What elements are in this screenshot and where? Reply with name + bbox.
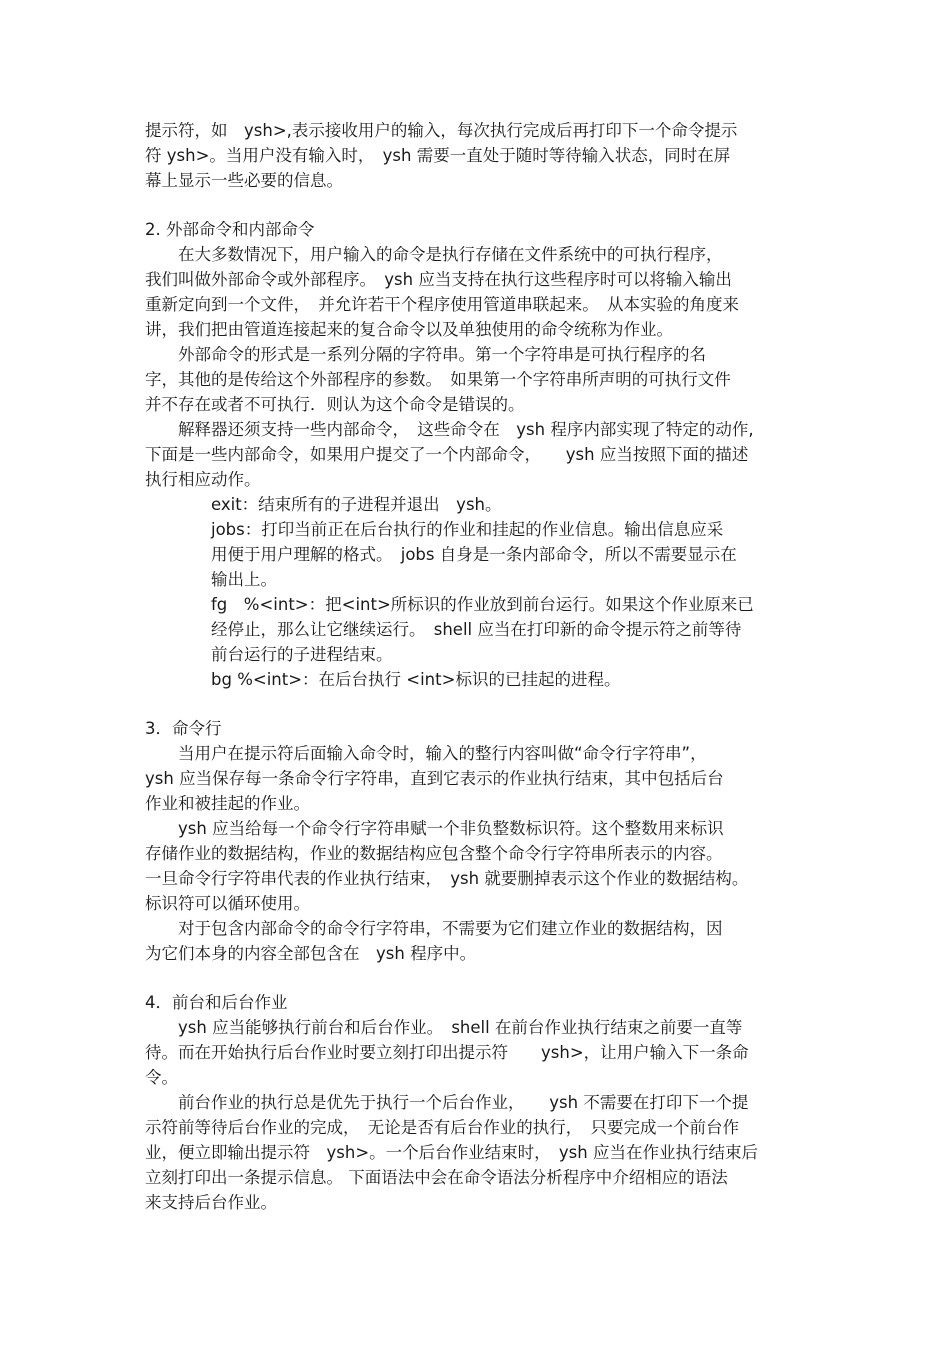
text-line: jobs：打印当前正在后台执行的作业和挂起的作业信息。输出信息应采 xyxy=(211,520,724,539)
spacer xyxy=(145,193,800,217)
text-line: 幕上显示一些必要的信息。 xyxy=(145,171,343,190)
text-line: 提示符，如 ysh>,表示接收用户的输入，每次执行完成后再打印下一个命令提示 xyxy=(145,121,738,140)
text-line: 当用户在提示符后面输入命令时，输入的整行内容叫做“命令行字符串”， xyxy=(178,744,707,763)
text-line: ysh 应当给每一个命令行字符串赋一个非负整数标识符。这个整数用来标识 xyxy=(178,819,724,838)
text-line: 示符前等待后台作业的完成， 无论是否有后台作业的执行， 只要完成一个前台作 xyxy=(145,1118,739,1137)
paragraph xyxy=(145,1015,800,1090)
document-body xyxy=(145,118,800,1215)
text-line: 经停止，那么让它继续运行。 shell 应当在打印新的命令提示符之前等待 xyxy=(211,620,742,639)
text-line: 并不存在或者不可执行．则认为这个命令是错误的。 xyxy=(145,395,525,414)
text-line: 来支持后台作业。 xyxy=(145,1193,277,1212)
text-line: 为它们本身的内容全部包含在 ysh 程序中。 xyxy=(145,944,477,963)
section-heading-3: 3．命令行 xyxy=(145,719,222,738)
text-line: 输出上。 xyxy=(211,570,277,589)
text-line: 标识符可以循环使用。 xyxy=(145,894,310,913)
intro-paragraph xyxy=(145,118,800,193)
text-line: 存储作业的数据结构，作业的数据结构应包含整个命令行字符串所表示的内容。 xyxy=(145,844,723,863)
paragraph xyxy=(145,342,800,417)
text-line: 立刻打印出一条提示信息。 下面语法中会在命令语法分析程序中介绍相应的语法 xyxy=(145,1168,728,1187)
text-line: 一旦命令行字符串代表的作业执行结束， ysh 就要删掉表示这个作业的数据结构。 xyxy=(145,869,749,888)
paragraph xyxy=(145,242,800,342)
text-line: 在大多数情况下，用户输入的命令是执行存储在文件系统中的可执行程序， xyxy=(178,245,723,264)
text-line: fg %<int>：把<int>所标识的作业放到前台运行。如果这个作业原来已 xyxy=(211,595,754,614)
text-line: 讲，我们把由管道连接起来的复合命令以及单独使用的命令统称为作业。 xyxy=(145,320,673,339)
paragraph xyxy=(145,1090,800,1215)
command-exit xyxy=(211,492,800,517)
text-line: 对于包含内部命令的命令行字符串，不需要为它们建立作业的数据结构，因 xyxy=(178,919,723,938)
command-fg xyxy=(211,592,800,667)
text-line: 前台作业的执行总是优先于执行一个后台作业， ysh 不需要在打印下一个提 xyxy=(178,1093,749,1112)
text-line: 下面是一些内部命令，如果用户提交了一个内部命令， ysh 应当按照下面的描述 xyxy=(145,445,749,464)
paragraph xyxy=(145,741,800,816)
text-line: 外部命令的形式是一系列分隔的字符串。第一个字符串是可执行程序的名 xyxy=(178,345,706,364)
section-heading-4: 4．前台和后台作业 xyxy=(145,993,288,1012)
text-line: ysh 应当保存每一条命令行字符串，直到它表示的作业执行结束，其中包括后台 xyxy=(145,769,724,788)
text-line: 我们叫做外部命令或外部程序。 ysh 应当支持在执行这些程序时可以将输入输出 xyxy=(145,270,732,289)
text-line: 符 ysh>。当用户没有输入时， ysh 需要一直处于随时等待输入状态，同时在屏 xyxy=(145,146,731,165)
spacer xyxy=(145,966,800,990)
text-line: ysh 应当能够执行前台和后台作业。 shell 在前台作业执行结束之前要一直等 xyxy=(178,1018,743,1037)
text-line: 用便于用户理解的格式。 jobs 自身是一条内部命令，所以不需要显示在 xyxy=(211,545,737,564)
text-line: 令。 xyxy=(145,1068,178,1087)
text-line: 解释器还须支持一些内部命令， 这些命令在 ysh 程序内部实现了特定的动作, xyxy=(178,420,754,439)
text-line: 业，便立即输出提示符 ysh>。一个后台作业结束时， ysh 应当在作业执行结束后 xyxy=(145,1143,758,1162)
text-line: 作业和被挂起的作业。 xyxy=(145,794,310,813)
text-line: 字，其他的是传给这个外部程序的参数。 如果第一个字符串所声明的可执行文件 xyxy=(145,370,731,389)
text-line: 重新定向到一个文件， 并允许若干个程序使用管道串联起来。 从本实验的角度来 xyxy=(145,295,739,314)
text-line: bg %<int>：在后台执行 <int>标识的已挂起的进程。 xyxy=(211,670,621,689)
paragraph xyxy=(145,816,800,916)
command-bg xyxy=(211,667,800,692)
command-jobs xyxy=(211,517,800,592)
text-line: 前台运行的子进程结束。 xyxy=(211,645,393,664)
text-line: 执行相应动作。 xyxy=(145,470,261,489)
text-line: exit：结束所有的子进程并退出 ysh。 xyxy=(211,495,502,514)
spacer xyxy=(145,692,800,716)
paragraph xyxy=(145,916,800,966)
text-line: 待。而在开始执行后台作业时要立刻打印出提示符 ysh>，让用户输入下一条命 xyxy=(145,1043,749,1062)
section-heading-2: 2. 外部命令和内部命令 xyxy=(145,220,315,239)
paragraph xyxy=(145,417,800,492)
